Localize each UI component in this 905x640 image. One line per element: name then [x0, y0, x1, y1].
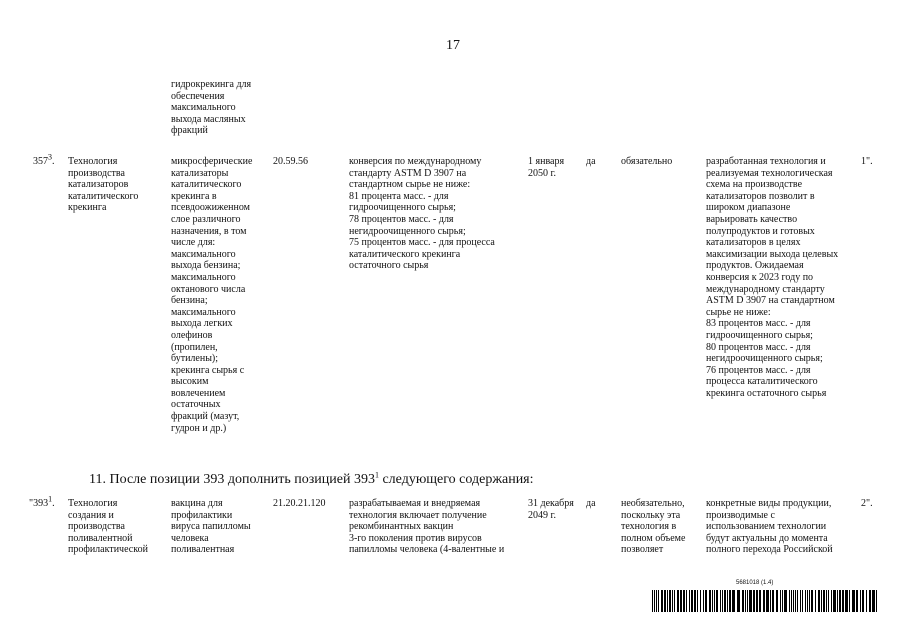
- barcode-bar: [714, 590, 715, 612]
- barcode-bar: [839, 590, 841, 612]
- barcode-bar: [821, 590, 822, 612]
- row357-yes: да: [586, 156, 596, 167]
- barcode-bar: [729, 590, 731, 612]
- row393-number: "$393^1$.: [29, 494, 55, 509]
- barcode-bar: [849, 590, 850, 612]
- row393-date: 31 декабря 2049 г.: [528, 498, 574, 521]
- row357-note: разработанная технология и реализуемая технологическая схема на производстве катализаторов позволит в широком диапазоне варьировать качество полупродуктов и готовых катализаторов в целях максимизации выхода целевых продуктов. Ожидаемая конверсия к 2023 году по международному стандарту ASTM D 3907 на стандартном сырье не ниже: 83 процентов масс. - для гидроочищенного сырья; 80 процентов масс. - для негидроочищенного сырья; 76 процентов масс. - для процесса каталитического крекинга остаточного сырья: [706, 156, 839, 399]
- barcode-bar: [807, 590, 808, 612]
- barcode-bar: [689, 590, 690, 612]
- barcode-bar: [809, 590, 810, 612]
- barcode-bar: [742, 590, 744, 612]
- row357-parameters: конверсия по международному стандарту ASTM D 3907 на стандартном сырье не ниже: 81 процента масс. - для гидроочищенного сырья; 78 процентов масс. - для негидроочищенного сырья; 75 процентов масс. - для процесса каталитического крекинга остаточного сырья: [349, 156, 495, 272]
- barcode-bar: [683, 590, 685, 612]
- barcode-bar: [797, 590, 798, 612]
- barcode-bar: [747, 590, 748, 612]
- barcode-bar: [759, 590, 761, 612]
- barcode-bar: [805, 590, 806, 612]
- row393-last: 2".: [861, 498, 873, 509]
- barcode-bar: [837, 590, 838, 612]
- barcode-bar: [823, 590, 825, 612]
- barcode-bar: [716, 590, 718, 612]
- barcode-bar: [833, 590, 836, 612]
- barcode-bar: [856, 590, 858, 612]
- row393-yes: да: [586, 498, 596, 509]
- barcode-bar: [793, 590, 794, 612]
- barcode-bar: [658, 590, 659, 612]
- barcode-bar: [753, 590, 755, 612]
- barcode-bar: [691, 590, 693, 612]
- barcode-bar: [749, 590, 752, 612]
- barcode-bar: [866, 590, 867, 612]
- barcode-bar: [800, 590, 801, 612]
- row393-parameters: разрабатываемая и внедряемая технология включает получение рекомбинантных вакцин 3-го поколения против вирусов папилломы человека (4-валентные и: [349, 498, 505, 556]
- barcode-bar: [770, 590, 771, 612]
- barcode-bar: [697, 590, 698, 612]
- barcode-bar: [686, 590, 687, 612]
- barcode-bar: [680, 590, 682, 612]
- barcode-bar: [876, 590, 877, 612]
- barcode-bar: [720, 590, 721, 612]
- barcode-bar: [782, 590, 783, 612]
- barcode-bar: [674, 590, 675, 612]
- barcode-bar: [763, 590, 765, 612]
- barcode-bar: [727, 590, 728, 612]
- barcode-bar: [791, 590, 792, 612]
- barcode-bar: [784, 590, 787, 612]
- barcode-bar: [732, 590, 735, 612]
- barcode-bar: [776, 590, 778, 612]
- row393-technology: Технология создания и производства поливалентной профилактической: [68, 498, 148, 556]
- barcode-bar: [672, 590, 673, 612]
- barcode-bar: [842, 590, 844, 612]
- barcode-bar: [872, 590, 875, 612]
- barcode-bar: [694, 590, 696, 612]
- page-number: 17: [446, 38, 460, 53]
- row393-mandatory: необязательно, поскольку эта технология в полном объеме позволяет: [621, 498, 686, 556]
- barcode-bar: [802, 590, 803, 612]
- barcode-bar: [724, 590, 726, 612]
- barcode-bar: [756, 590, 758, 612]
- barcode-bar: [845, 590, 848, 612]
- barcode-bar: [677, 590, 679, 612]
- barcode-bar: [818, 590, 820, 612]
- amendment-paragraph: 11. После позиции 393 дополнить позицией $393^1$ следующего содержания:: [89, 470, 534, 487]
- barcode-bar: [811, 590, 813, 612]
- barcode-bar: [664, 590, 666, 612]
- row357-mandatory: обязательно: [621, 156, 673, 167]
- barcode-bar: [703, 590, 704, 612]
- barcode-bar: [669, 590, 671, 612]
- barcode-bar: [766, 590, 769, 612]
- barcode-bar: [831, 590, 832, 612]
- row357-date: 1 января 2050 г.: [528, 156, 565, 179]
- continuation-purpose: гидрокрекинга для обеспечения максимального выхода масляных фракций: [171, 79, 252, 137]
- barcode-bar: [667, 590, 668, 612]
- barcode-bar: [700, 590, 701, 612]
- barcode-bar: [656, 590, 657, 612]
- barcode-bar: [826, 590, 827, 612]
- barcode-bar: [654, 590, 655, 612]
- row393-purpose: вакцина для профилактики вируса папилломы человека поливалентная: [171, 498, 251, 556]
- barcode-bar: [772, 590, 774, 612]
- barcode-bar: [860, 590, 861, 612]
- barcode-bar: [652, 590, 653, 612]
- barcode-bar: [828, 590, 829, 612]
- barcode-bar: [709, 590, 711, 612]
- barcode-bar: [722, 590, 723, 612]
- barcode-bar: [661, 590, 663, 612]
- row357-technology: Технология производства катализаторов каталитического крекинга: [68, 156, 139, 214]
- barcode: [652, 590, 878, 612]
- barcode-bar: [869, 590, 871, 612]
- barcode-bar: [862, 590, 864, 612]
- row393-code: 21.20.21.120: [273, 498, 326, 509]
- barcode-bar: [712, 590, 713, 612]
- barcode-bar: [789, 590, 790, 612]
- row357-purpose: микросферические катализаторы каталитического крекинга в псевдоожиженном слое различного назначения, в том числе для: максимального выхода бензина; максимального октанового числа бензина; максимального выхода легких олефинов (пропилен, бутилены); крекинга сырья с высоким вовлечением остаточных фракций (мазут, гудрон и др.): [171, 156, 253, 434]
- row357-last: 1".: [861, 156, 873, 167]
- barcode-bar: [745, 590, 746, 612]
- barcode-bar: [815, 590, 816, 612]
- row393-note: конкретные виды продукции, производимые с использованием технологии будут актуальны до момента полного перехода Российской: [706, 498, 833, 556]
- barcode-label: 5681018 (1.4): [736, 580, 774, 586]
- barcode-bar: [780, 590, 781, 612]
- barcode-bar: [795, 590, 796, 612]
- barcode-bar: [852, 590, 855, 612]
- row357-code: 20.59.56: [273, 156, 308, 167]
- barcode-bar: [705, 590, 707, 612]
- barcode-bar: [737, 590, 740, 612]
- row357-number: $357^3$.: [33, 152, 55, 167]
